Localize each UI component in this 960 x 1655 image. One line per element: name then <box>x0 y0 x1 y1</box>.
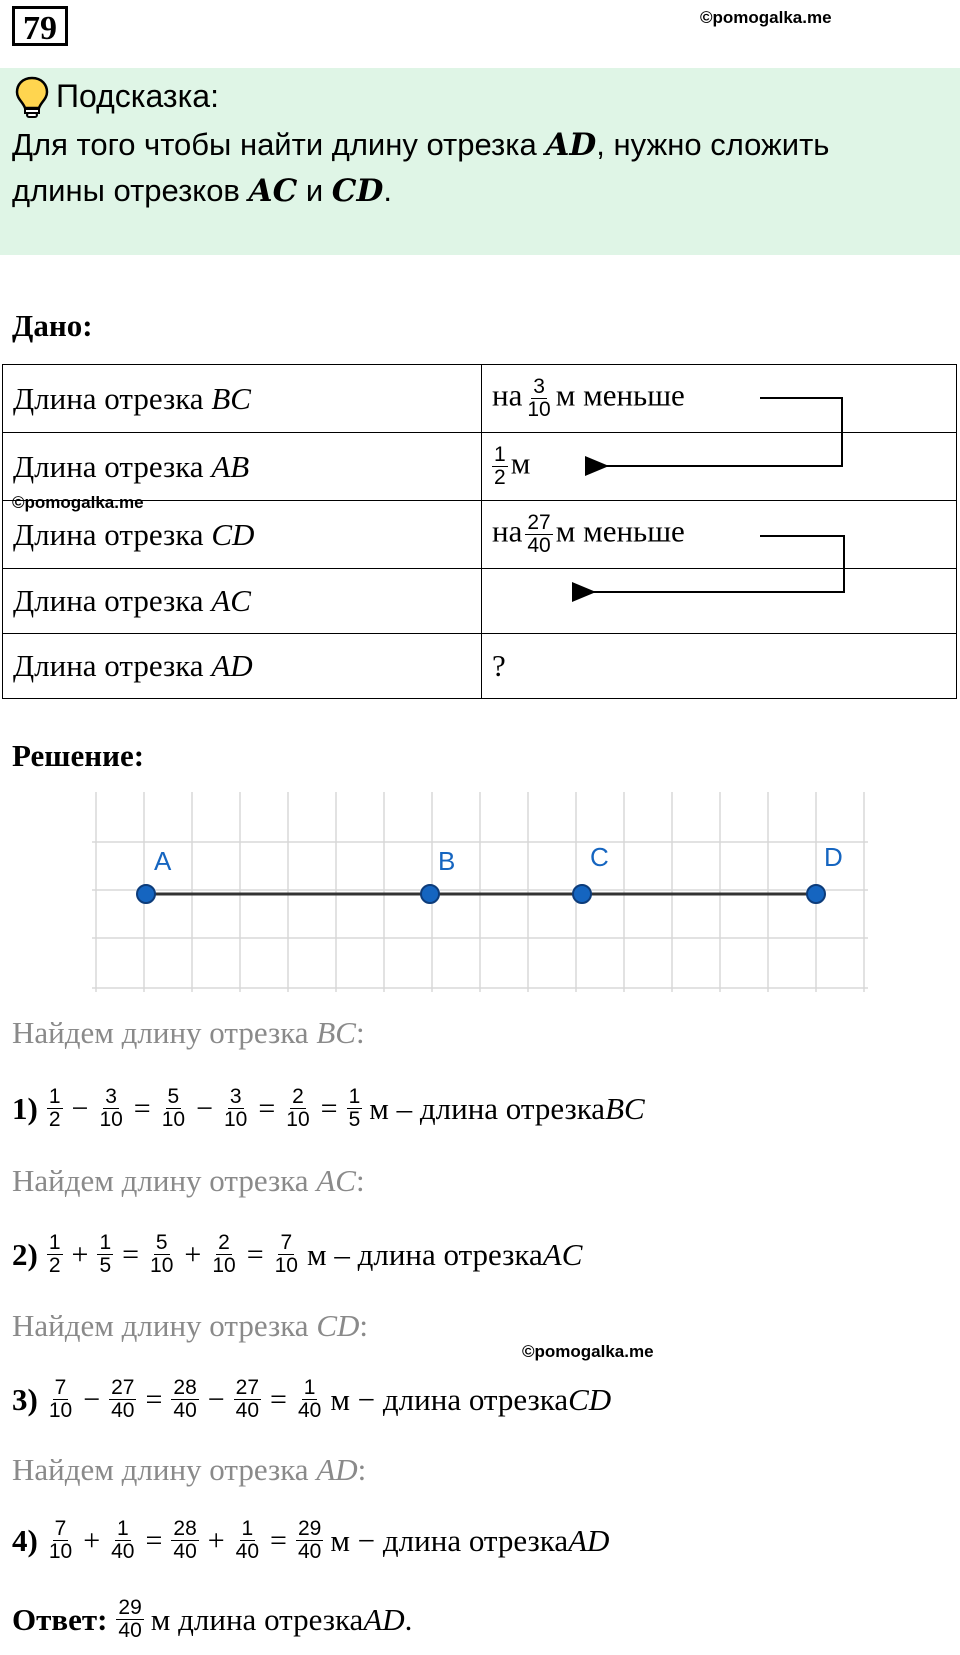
step-label: 4) <box>12 1522 38 1558</box>
fraction: $\frac{2}{10}$ <box>212 1231 236 1277</box>
fraction: $\frac{28}{40}$ <box>173 1376 197 1422</box>
watermark-top: ©pomogalka.me <box>700 8 832 27</box>
step-tail: м – длина отрезка <box>306 1236 543 1272</box>
task-number: 79 <box>12 6 68 46</box>
row-value: ? <box>482 634 957 699</box>
step-segment: AD <box>568 1522 610 1558</box>
step-label: 3) <box>12 1381 38 1417</box>
grid <box>92 792 868 992</box>
fraction: $\frac{1}{40}$ <box>297 1376 322 1422</box>
step-tail: м − длина отрезка <box>330 1381 569 1417</box>
fraction: $\frac{1}{2}$ <box>48 1085 61 1131</box>
fraction: $\frac{5}{10}$ <box>150 1231 174 1277</box>
fraction: $\frac{27}{40}$ <box>111 1376 135 1422</box>
label-c: C <box>590 842 609 872</box>
step-4 <box>12 1518 609 1563</box>
fraction: $\frac{7}{10}$ <box>48 1517 73 1563</box>
operator: = <box>320 1091 338 1125</box>
step-tail: м – длина отрезка <box>369 1090 606 1126</box>
step-segment: CD <box>568 1381 612 1417</box>
fraction: $\frac{7}{10}$ <box>48 1376 73 1422</box>
fraction: $\frac{1}{5}$ <box>348 1085 361 1131</box>
fraction: $\frac{1}{5}$ <box>99 1231 112 1277</box>
operator: = <box>246 1237 264 1271</box>
find-bc: Найдем длину отрезка BC: <box>12 1015 365 1050</box>
answer: Ответ: $\frac{29}{40}$ м длина отрезка AD . <box>12 1596 413 1642</box>
find-ad: Найдем длину отрезка AD: <box>12 1452 367 1487</box>
fraction: $\frac{3}{10}$ <box>224 1085 248 1131</box>
given-heading: Дано: <box>12 308 93 343</box>
arrow-bc-ab <box>605 398 842 466</box>
label-b: B <box>438 846 456 876</box>
operator: − <box>196 1091 213 1125</box>
step-1 <box>12 1086 645 1131</box>
row-label: Длина отрезка BC <box>3 365 482 433</box>
point-b <box>421 885 439 903</box>
row-label: Длина отрезка AD <box>3 634 482 699</box>
label-a: A <box>154 846 172 876</box>
operator: − <box>71 1091 89 1125</box>
fraction: $\frac{1}{2}$ <box>48 1231 61 1277</box>
row-label: Длина отрезка AB <box>3 433 482 501</box>
fraction: $\frac{7}{10}$ <box>274 1231 298 1277</box>
find-cd: Найдем длину отрезка CD: <box>12 1308 369 1343</box>
fraction: $\frac{27}{40}$ <box>235 1376 260 1422</box>
hint-title: Подсказка: <box>56 78 219 114</box>
segment-diagram <box>92 792 872 994</box>
answer-fraction: $\frac{29}{40}$ <box>118 1596 142 1642</box>
label-d: D <box>824 842 843 872</box>
step-label: 1) <box>12 1090 38 1126</box>
operator: = <box>258 1091 276 1125</box>
solution-heading: Решение: <box>12 738 145 773</box>
fraction: $\frac{1}{40}$ <box>235 1517 260 1563</box>
point-d <box>807 885 825 903</box>
operator: = <box>270 1523 287 1557</box>
operator: = <box>145 1523 163 1557</box>
row-value: на $\frac{3}{10}$ м меньше <box>482 365 957 433</box>
find-ac: Найдем длину отрезка AC: <box>12 1163 365 1198</box>
point-a <box>137 885 155 903</box>
fraction: $\frac{28}{40}$ <box>173 1517 197 1563</box>
fraction: $\frac{1}{40}$ <box>111 1517 135 1563</box>
fraction: $\frac{3}{10}$ <box>99 1085 123 1131</box>
step-label: 2) <box>12 1236 38 1272</box>
operator: + <box>83 1523 101 1557</box>
operator: = <box>145 1382 163 1416</box>
hint-text: Для того чтобы найти длину отрезка AD, нужно сложить длины отрезков AC и CD. <box>12 127 830 209</box>
fraction: $\frac{29}{40}$ <box>297 1517 322 1563</box>
operator: + <box>207 1523 225 1557</box>
step-2 <box>12 1232 582 1277</box>
operator: − <box>207 1382 225 1416</box>
step-tail: м − длина отрезка <box>330 1522 569 1558</box>
row-value: $\frac{1}{2}$ м <box>482 433 957 501</box>
watermark-bottom: ©pomogalka.me <box>522 1342 654 1361</box>
fraction: $\frac{2}{10}$ <box>286 1085 310 1131</box>
watermark-table: ©pomogalka.me <box>12 493 144 512</box>
operator: + <box>184 1237 202 1271</box>
row-label: Длина отрезка CD <box>3 501 482 569</box>
arrow-cd-ac <box>592 536 844 592</box>
answer-label: Ответ: <box>12 1601 108 1637</box>
operator: + <box>71 1237 89 1271</box>
row-label: Длина отрезка AC <box>3 569 482 634</box>
operator: = <box>133 1091 151 1125</box>
row-value: на $\frac{27}{40}$ м меньше <box>482 501 957 569</box>
point-c <box>573 885 591 903</box>
operator: = <box>122 1237 140 1271</box>
table-arrows <box>0 0 960 700</box>
step-segment: BC <box>605 1090 645 1126</box>
operator: = <box>270 1382 287 1416</box>
step-segment: AC <box>542 1236 583 1272</box>
step-3 <box>12 1377 611 1422</box>
fraction: $\frac{5}{10}$ <box>161 1085 186 1131</box>
operator: − <box>83 1382 101 1416</box>
